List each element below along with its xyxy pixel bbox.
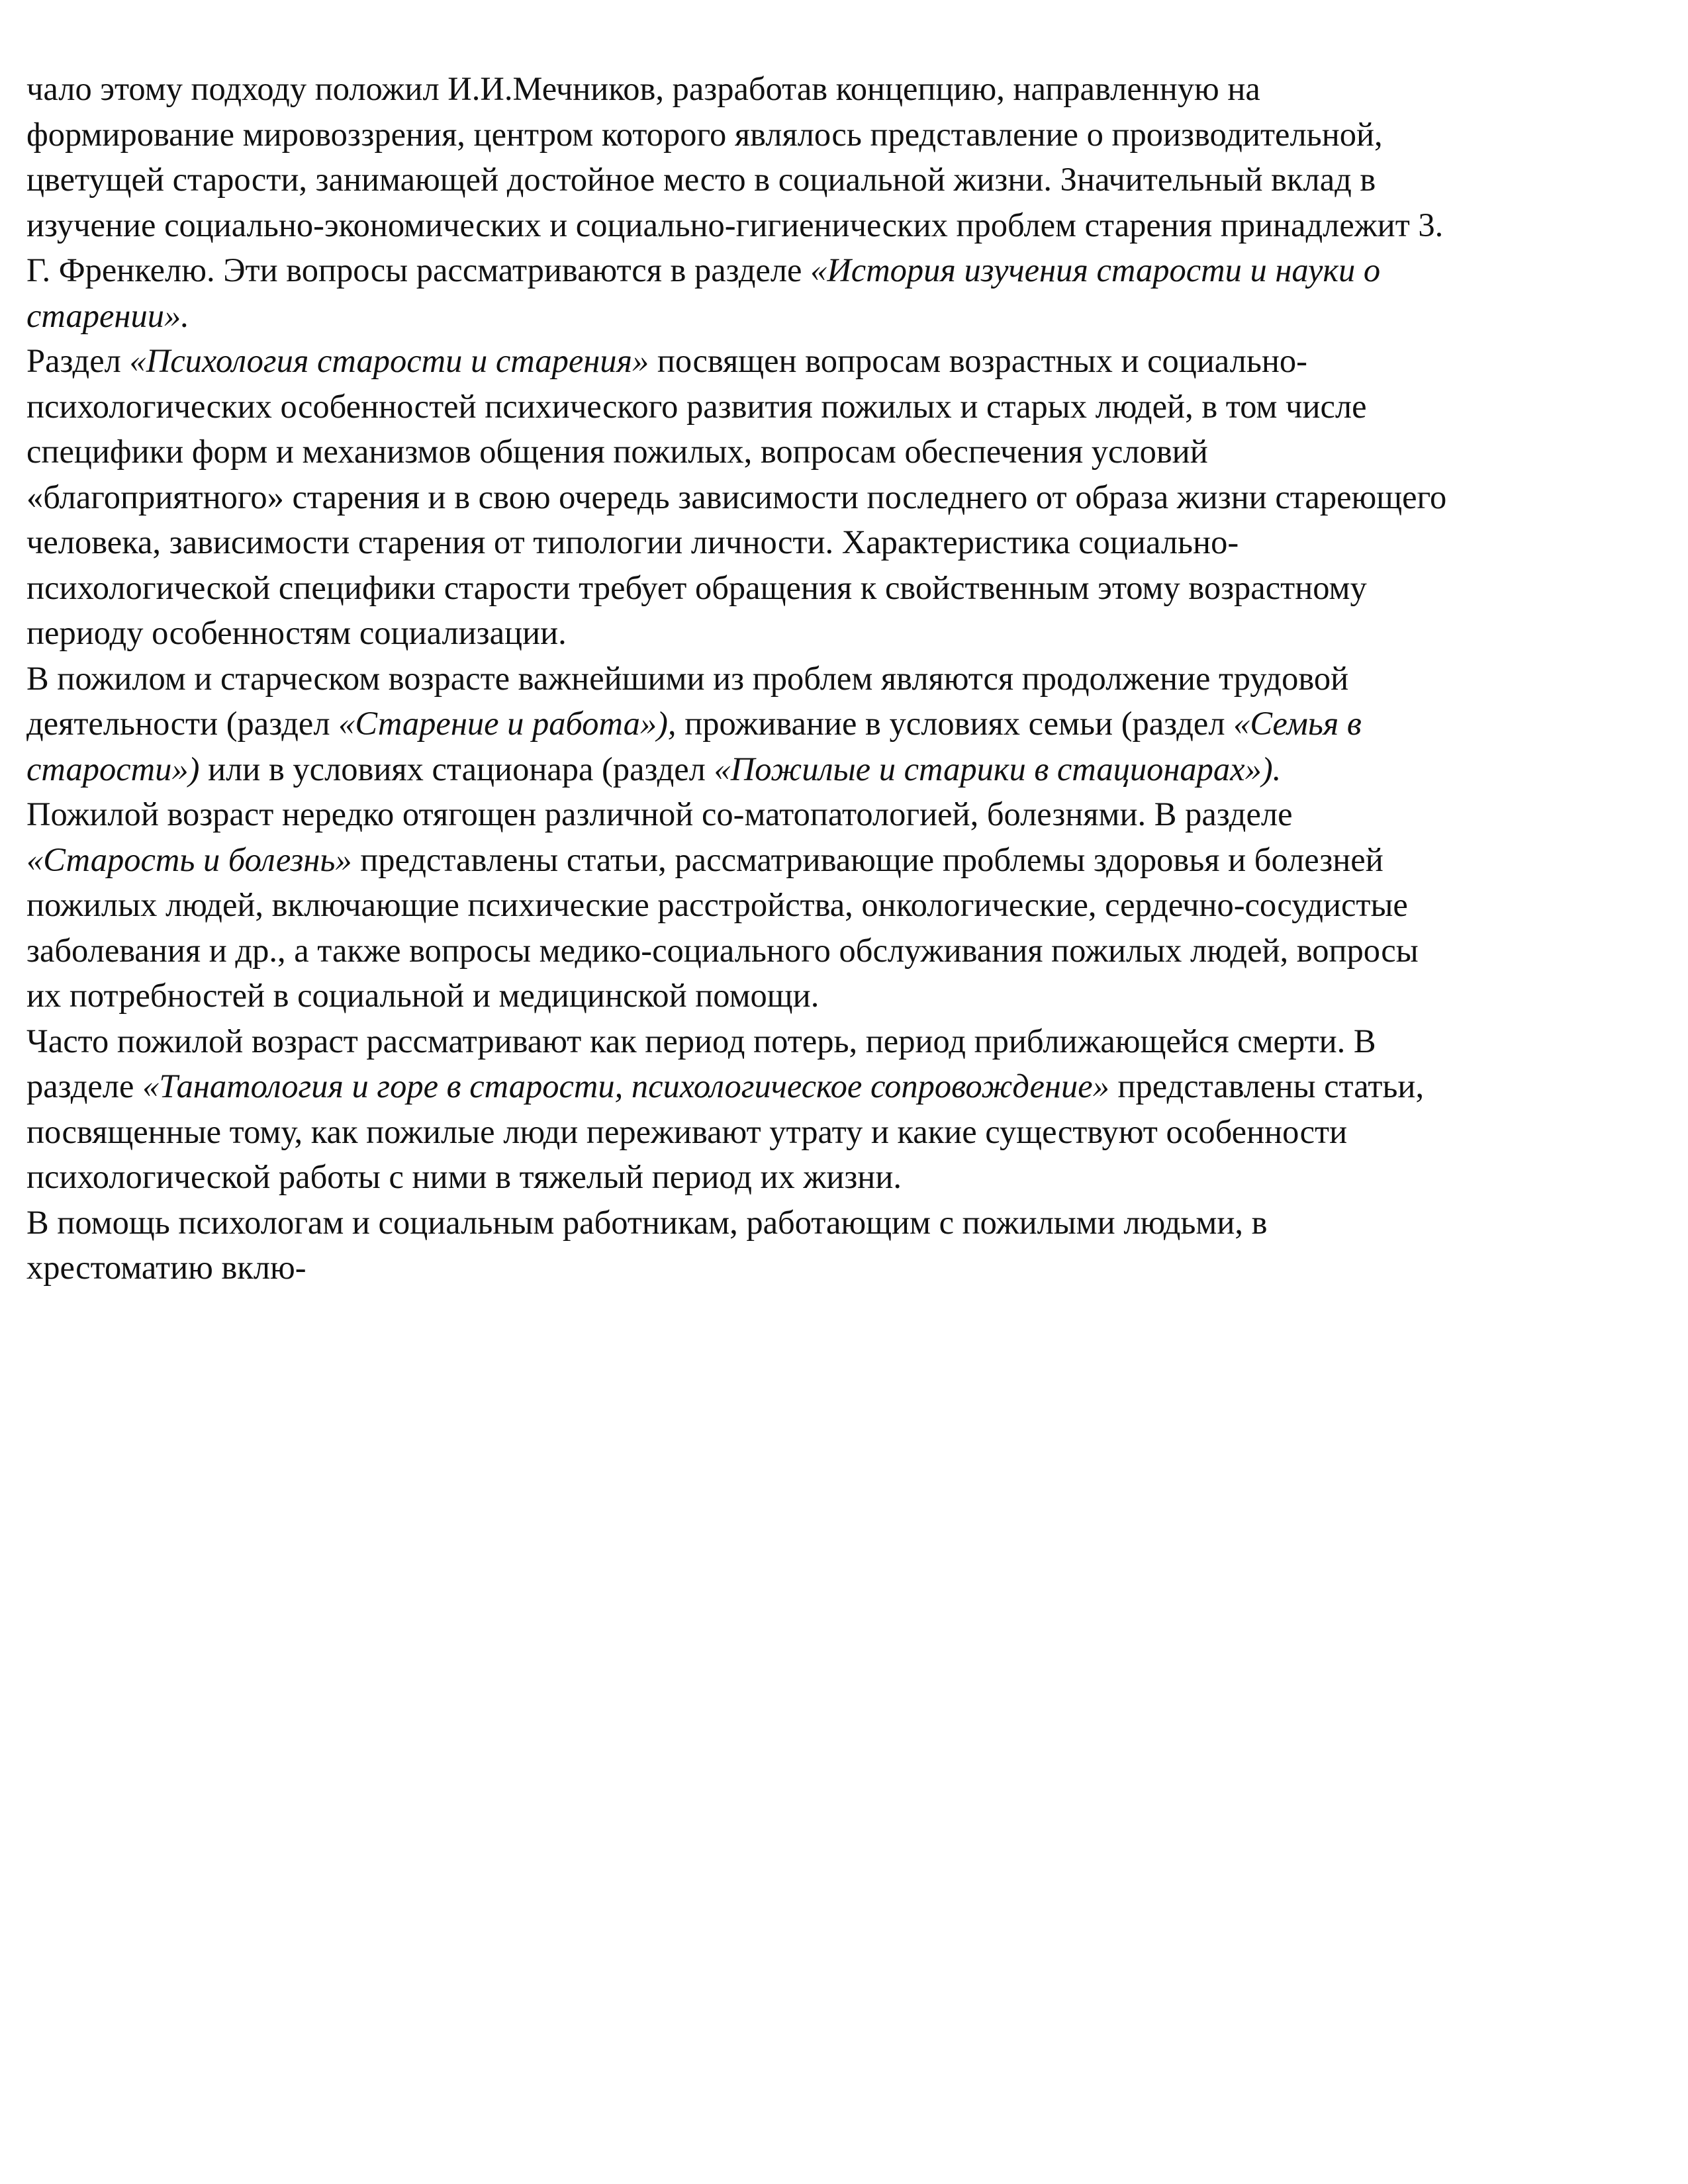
text-run: или в условиях стационара (раздел <box>199 750 714 788</box>
text-line <box>26 1109 1668 1155</box>
italic-section-title: «Старение и работа»), <box>338 705 677 742</box>
text-line <box>26 747 1668 792</box>
text-line <box>26 656 1668 702</box>
document-page <box>26 66 1668 1291</box>
text-run: посвященные тому, как пожилые люди переживают утрату и какие существуют особенности <box>26 1113 1348 1150</box>
text-line <box>26 565 1668 611</box>
text-run: изучение социально-экономических и социально-гигиенических проблем старения принадлежит 3. <box>26 206 1444 244</box>
text-run: В пожилом и старческом возрасте важнейшими из проблем являются продолжение трудовой <box>26 659 1349 697</box>
text-run: пожилых людей, включающие психические расстройства, онкологические, сердечно-сосудистые <box>26 886 1408 923</box>
text-run: Г. Френкелю. Эти вопросы рассматриваются в разделе <box>26 251 811 289</box>
text-line <box>26 1154 1668 1200</box>
text-run: проживание в условиях семьи (раздел <box>676 705 1234 742</box>
text-run: цветущей старости, занимающей достойное место в социальной жизни. Значительный вклад в <box>26 161 1376 198</box>
text-run: Раздел <box>26 342 130 379</box>
text-run: В помощь психологам и социальным работникам, работающим с пожилыми людьми, в <box>26 1203 1268 1241</box>
italic-section-title: старости») <box>26 750 200 788</box>
text-line <box>26 203 1668 248</box>
italic-section-title: «История изучения старости и науки о <box>810 251 1381 289</box>
text-run: разделе <box>26 1068 143 1105</box>
text-line <box>26 1245 1668 1291</box>
italic-section-title: «Психология старости и старения» <box>129 342 649 379</box>
italic-section-title: «Семья в <box>1233 705 1362 742</box>
text-line <box>26 1200 1668 1246</box>
italic-section-title: старении». <box>26 296 189 334</box>
italic-section-title: «Старость и болезнь» <box>26 841 352 878</box>
italic-section-title: «Пожилые и старики в стационарах»). <box>714 750 1282 788</box>
text-run: психологической специфики старости требует обращения к свойственным этому возрастному <box>26 569 1367 606</box>
paragraph <box>26 1200 1668 1291</box>
text-line <box>26 293 1668 339</box>
text-line <box>26 837 1668 883</box>
text-line <box>26 384 1668 430</box>
text-line <box>26 338 1668 384</box>
text-run: человека, зависимости старения от типологии личности. Характеристика социально- <box>26 523 1239 561</box>
paragraph <box>26 1019 1668 1200</box>
text-run: Пожилой возраст нередко отягощен различной со-матопатологией, болезнями. В разделе <box>26 796 1293 833</box>
text-run: периоду особенностям социализации. <box>26 614 567 651</box>
text-run: заболевания и др., а также вопросы медико-социального обслуживания пожилых людей, вопросы <box>26 931 1419 969</box>
text-run: представлены статьи, рассматривающие проблемы здоровья и болезней <box>352 841 1383 878</box>
text-line <box>26 66 1668 112</box>
text-line <box>26 610 1668 656</box>
text-run: представлены статьи, <box>1109 1068 1425 1105</box>
text-line <box>26 701 1668 747</box>
text-line <box>26 157 1668 203</box>
text-run: посвящен вопросам возрастных и социально- <box>649 342 1307 379</box>
text-line <box>26 1019 1668 1064</box>
paragraph <box>26 338 1668 656</box>
text-line <box>26 792 1668 837</box>
text-line <box>26 475 1668 520</box>
text-run: формирование мировоззрения, центром которого являлось представление о производительной, <box>26 115 1383 153</box>
text-run: чало этому подходу положил И.И.Мечников, разработав концепцию, направленную на <box>26 70 1260 107</box>
text-run: их потребностей в социальной и медицинской помощи. <box>26 977 820 1014</box>
text-run: психологической работы с ними в тяжелый период их жизни. <box>26 1158 902 1195</box>
text-line <box>26 973 1668 1019</box>
paragraph <box>26 792 1668 1019</box>
text-line <box>26 928 1668 974</box>
text-run: Часто пожилой возраст рассматривают как период потерь, период приближающейся смерти. В <box>26 1022 1376 1060</box>
text-run: хрестоматию вклю- <box>26 1249 306 1286</box>
paragraph <box>26 66 1668 338</box>
italic-section-title: «Танатология и горе в старости, психологическое сопровождение» <box>142 1068 1109 1105</box>
text-run: «благоприятного» старения и в свою очередь зависимости последнего от образа жизни стареющего <box>26 478 1447 516</box>
text-line <box>26 248 1668 293</box>
text-run: специфики форм и механизмов общения пожилых, вопросам обеспечения условий <box>26 433 1208 470</box>
paragraph <box>26 656 1668 792</box>
text-line <box>26 1064 1668 1109</box>
text-run: психологических особенностей психического развития пожилых и старых людей, в том числе <box>26 387 1367 425</box>
text-line <box>26 112 1668 158</box>
text-line <box>26 882 1668 928</box>
text-run: деятельности (раздел <box>26 705 339 742</box>
text-line <box>26 429 1668 475</box>
text-line <box>26 520 1668 565</box>
